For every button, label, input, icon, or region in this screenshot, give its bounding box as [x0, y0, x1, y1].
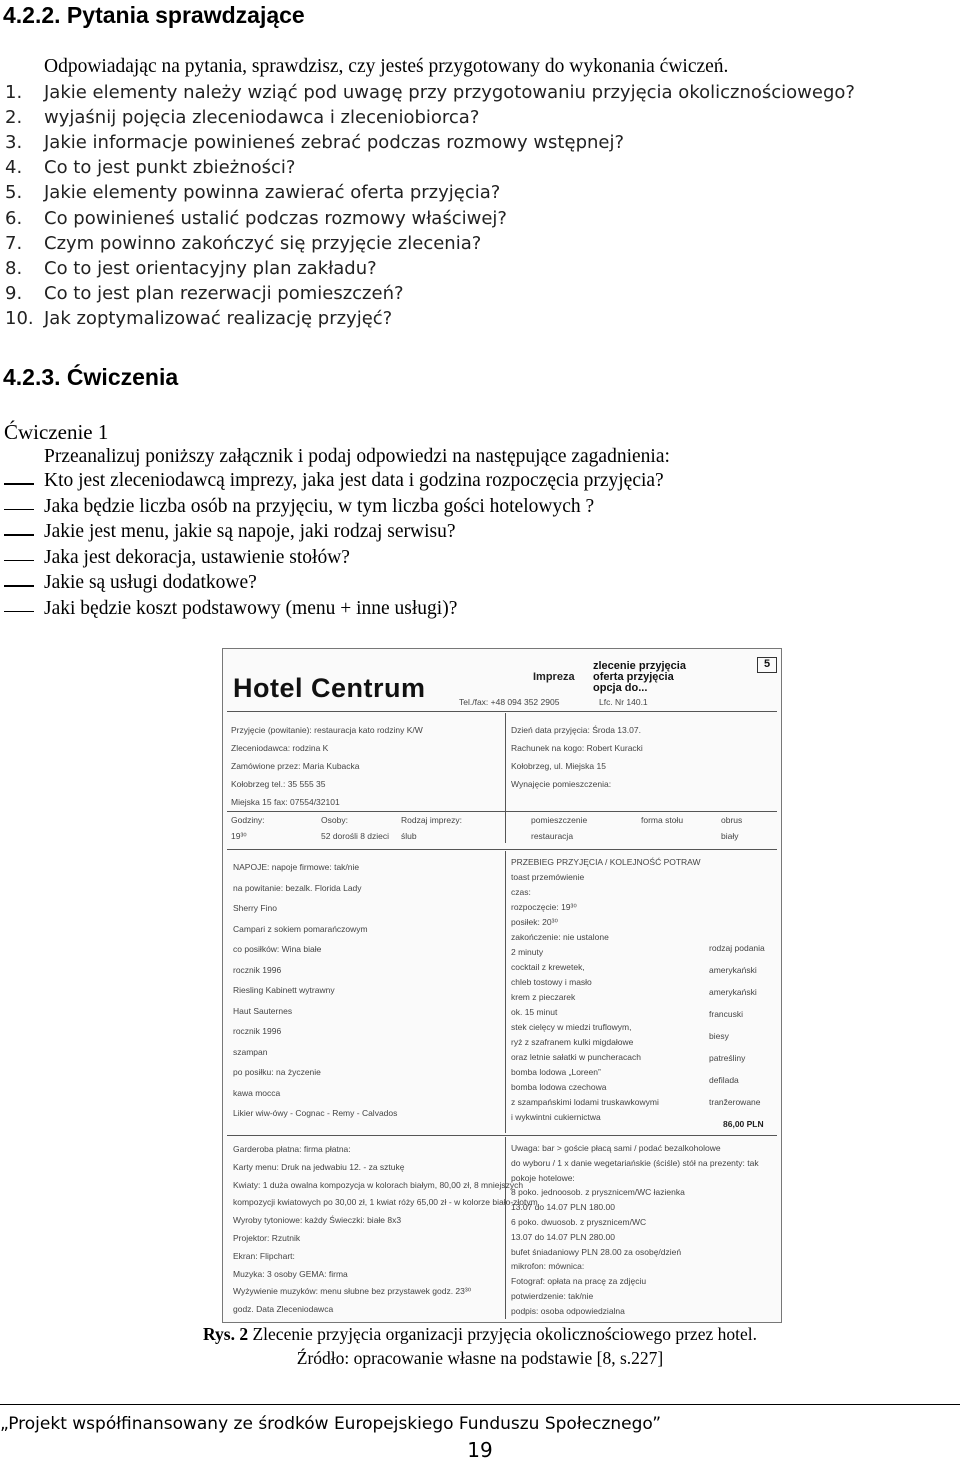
question-text: Co to jest punkt zbieżności? [44, 157, 296, 179]
flow-line: posiłek: 20³⁰ [511, 917, 558, 927]
grid-header: forma stołu [641, 815, 684, 825]
flow-line: bomba lodowa „Loreen” [511, 1067, 601, 1077]
exercise-item-text: Kto jest zleceniodawcą imprezy, jaka jest data i godzina rozpoczęcia przyjęcia? [44, 470, 664, 491]
question-item [0, 283, 960, 307]
footer-project: „Projekt współfinansowany ze środków Europejskiego Funduszu Społecznego” [0, 1414, 662, 1434]
question-text: Jakie elementy należy wziąć pod uwagę przy przygotowaniu przyjęcia okolicznościowego? [44, 82, 855, 103]
form-left-line: Zleceniodawca: rodzina K [231, 743, 329, 753]
flow-line: toast przemówienie [511, 872, 585, 882]
flow-line: bomba lodowa czechowa [511, 1082, 607, 1092]
grid-value: 19³⁰ [231, 831, 247, 841]
impreza-label: Impreza [533, 671, 575, 683]
question-text: Co powinieneś ustalić podczas rozmowy właściwej? [44, 207, 507, 229]
form-bottom-right-line: do wyboru / 1 x danie wegetariańskie (ściśle) stół na prezenty: tak [511, 1157, 759, 1168]
form-bottom-left-line: Ekran: Flipchart: [233, 1250, 295, 1261]
option-line: opcja do... [593, 682, 648, 694]
exercise-title: Ćwiczenie 1 [4, 420, 109, 444]
service-line: defilada [709, 1075, 739, 1085]
grid-value: biały [721, 831, 739, 841]
form-flow [511, 855, 701, 1125]
grid-value: 52 dorośli 8 dzieci [321, 831, 390, 841]
flow-line: oraz letnie sałatki w puncheracach [511, 1052, 641, 1062]
form-left-line: Miejska 15 fax: 07554/32101 [231, 797, 340, 807]
grid-header: Osoby: [321, 815, 348, 825]
question-number: 5. [5, 182, 23, 204]
flow-line: czas: [511, 887, 531, 897]
question-item [0, 233, 960, 257]
exercise-item [0, 572, 960, 597]
figure-caption [0, 1324, 960, 1345]
drinks-line: rocznik 1996 [233, 1026, 282, 1036]
form-total: 86,00 PLN [723, 1119, 764, 1129]
footer-divider [0, 1404, 960, 1405]
flow-line: i wykwintni cukiernictwa [511, 1112, 601, 1122]
question-text: Jakie informacje powinieneś zebrać podczas rozmowy wstępnej? [44, 132, 625, 154]
flow-line: rozpoczęcie: 19³⁰ [511, 902, 577, 912]
page-number: 19 [467, 1438, 493, 1462]
flow-line: stek cielęcy w miedzi truflowym, [511, 1022, 632, 1032]
question-number: 9. [5, 282, 23, 304]
form-bottom-left-line: Kwiaty: 1 duża owalna kompozycja w kolorach białym, 80,00 zł, 8 mniejszych [233, 1179, 524, 1190]
exercise-item-text: Jaka jest dekoracja, ustawienie stołów? [44, 546, 350, 568]
question-number: 3. [5, 132, 23, 154]
drinks-line: Sherry Fino [233, 903, 277, 913]
service-line: patreśliny [709, 1053, 746, 1063]
question-item [0, 132, 960, 156]
form-bottom-right-line: potwierdzenie: tak/nie [511, 1290, 594, 1301]
service-line: amerykański [709, 965, 757, 975]
question-text: Co to jest orientacyjny plan zakładu? [44, 257, 377, 279]
flow-line: PRZEBIEG PRZYJĘCIA / KOLEJNOŚĆ POTRAW [511, 857, 701, 867]
exercise-item-text: Jakie są usługi dodatkowe? [44, 572, 257, 593]
flow-line: z szampańskimi lodami truskawkowymi [511, 1097, 659, 1107]
question-number: 10. [5, 307, 34, 329]
service-line: tranžerowane [709, 1097, 761, 1107]
question-item [0, 157, 960, 181]
form-right-line: Wynajęcie pomieszczenia: [511, 779, 612, 789]
drinks-line: na powitanie: bezalk. Florida Lady [233, 882, 362, 893]
question-number: 6. [5, 207, 23, 229]
exercise-item [0, 496, 960, 521]
drinks-line: po posiłku: na życzenie [233, 1067, 321, 1077]
form-left-line: Przyjęcie (powitanie): restauracja kato rodziny K/W [231, 725, 423, 735]
section-heading-exercises: 4.2.3. Ćwiczenia [3, 364, 179, 390]
form-bottom-left-line: Garderoba płatna: firma płatna: [233, 1144, 351, 1154]
drinks-line: szampan [233, 1046, 268, 1057]
question-text: wyjaśnij pojęcia zleceniodawca i zleceniobiorca? [44, 107, 480, 129]
form-bottom-left-line: godz. Data Zleceniodawca [233, 1304, 334, 1315]
service-line: rodzaj podania [709, 943, 765, 953]
form-bottom-right-line: podpis: osoba odpowiedzialna [511, 1305, 625, 1316]
drinks-line: Riesling Kabinett wytrawny [233, 985, 335, 995]
form-bottom-left [233, 1141, 538, 1319]
question-number: 2. [5, 107, 23, 129]
service-line: biesy [709, 1031, 729, 1041]
dash-bullet [4, 534, 34, 536]
flow-line: krem z pieczarek [511, 992, 576, 1002]
question-number: 7. [5, 232, 23, 254]
form-bottom-right-line: 13.07 do 14.07 PLN 180.00 [511, 1202, 615, 1213]
drinks-line: Haut Sauternes [233, 1005, 293, 1016]
question-number: 4. [5, 157, 23, 179]
form-bottom-left-line: Wyżywienie muzyków: menu słubne bez przystawek godz. 23³⁰ [233, 1286, 472, 1297]
form-bottom-right-line: mikrofon: mównica: [511, 1261, 585, 1272]
form-bottom-right-line: Fotograf: opłata na pracę za zdjęciu [511, 1276, 647, 1287]
flow-line: chleb tostowy i masło [511, 977, 592, 987]
question-text: Czym powinno zakończyć się przyjęcie zlecenia? [44, 232, 482, 254]
form-right-line: Rachunek na kogo: Robert Kuracki [511, 743, 643, 753]
form-telfax: Tel./fax: +48 094 352 2905 [459, 697, 560, 707]
question-item [0, 208, 960, 232]
form-bottom-left-line: Wyroby tytoniowe: każdy Świeczki: białe 8x3 [233, 1215, 402, 1226]
form-left-top [231, 721, 423, 811]
question-item [0, 308, 960, 332]
exercise-item [0, 521, 960, 546]
question-text: Co to jest plan rezerwacji pomieszczeń? [44, 282, 404, 304]
flow-line: ryż z szafranem kulki migdałowe [511, 1037, 634, 1047]
dash-bullet [4, 483, 34, 485]
form-bottom-right-line: bufet śniadaniowy PLN 28.00 za osobę/dzień [511, 1246, 682, 1257]
form-bottom-right-line: pokoje hotelowe: [511, 1172, 575, 1183]
grid-value: restauracja [531, 831, 574, 841]
exercise-item [0, 470, 960, 495]
flow-line: cocktail z krewetek, [511, 962, 585, 972]
exercise-item [0, 547, 960, 572]
form-right-line: Dzień data przyjęcia: Środa 13.07. [511, 725, 641, 735]
question-item [0, 258, 960, 282]
question-number: 8. [5, 257, 23, 279]
grid-header: Rodzaj imprezy: [401, 815, 462, 825]
form-drinks [233, 857, 397, 1124]
form-grid [231, 815, 777, 847]
flow-line: zakończenie: nie ustalone [511, 932, 609, 942]
form-bottom-right-line: 6 poko. dwuosob. z prysznicem/WC [511, 1216, 647, 1227]
form-bottom-left-line: kompozycji kwiatowych po 30,00 zł, 1 kwiat róży 65,00 zł - w kolorze biało-złotym [233, 1197, 538, 1208]
option-line: zlecenie przyjęcia [593, 660, 686, 672]
dash-bullet [4, 611, 34, 613]
question-text: Jakie elementy powinna zawierać oferta przyjęcia? [44, 182, 501, 204]
flow-line: ok. 15 minut [511, 1007, 558, 1017]
dash-bullet [4, 585, 34, 587]
section-heading-questions: 4.2.2. Pytania sprawdzające [3, 2, 305, 28]
form-right-line: Kołobrzeg, ul. Miejska 15 [511, 761, 606, 771]
hotel-order-form [222, 648, 782, 1323]
form-lfc: Lfc. Nr 140.1 [599, 697, 648, 707]
options-box [593, 661, 686, 694]
grid-header: Godziny: [231, 815, 265, 825]
drinks-line: co posiłków: Wina białe [233, 944, 322, 954]
exercise-intro: Przeanalizuj poniższy załącznik i podaj odpowiedzi na następujące zagadnienia: [44, 446, 670, 467]
grid-value: ślub [401, 831, 417, 841]
exercise-item [0, 598, 960, 623]
dash-bullet [4, 509, 34, 511]
form-number-box: 5 [757, 657, 777, 673]
service-line: francuski [709, 1009, 744, 1019]
question-text: Jak zoptymalizować realizację przyjęć? [44, 307, 393, 329]
figure-caption-text: Zlecenie przyjęcia organizacji przyjęcia okolicznościowego przez hotel. [248, 1324, 757, 1344]
drinks-line: Campari z sokiem pomarańczowym [233, 923, 368, 934]
form-left-line: Zamówione przez: Maria Kubacka [231, 761, 360, 771]
drinks-line: rocznik 1996 [233, 964, 282, 975]
dash-bullet [4, 560, 34, 562]
form-service [709, 937, 765, 1113]
form-right-top [511, 721, 643, 793]
figure-label: Rys. 2 [203, 1324, 249, 1344]
drinks-line: kawa mocca [233, 1087, 281, 1098]
form-left-line: Kołobrzeg tel.: 35 555 35 [231, 779, 326, 789]
form-bottom-right-line: 8 poko. jednoosob. z prysznicem/WC łazienka [511, 1187, 685, 1198]
grid-header: obrus [721, 815, 743, 825]
form-bottom-right-line: Uwaga: bar > goście płacą sami / podać bezalkoholowe [511, 1143, 721, 1153]
question-number: 1. [5, 82, 23, 103]
form-bottom-right-line: 13.07 do 14.07 PLN 280.00 [511, 1231, 615, 1242]
exercise-item-text: Jaka będzie liczba osób na przyjęciu, w tym liczba gości hotelowych ? [44, 495, 595, 517]
service-line: amerykański [709, 987, 757, 997]
form-bottom-left-line: Muzyka: 3 osoby GEMA: firma [233, 1268, 348, 1279]
questions-intro: Odpowiadając na pytania, sprawdzisz, czy jesteś przygotowany do wykonania ćwiczeń. [44, 56, 729, 77]
form-bottom-right [511, 1141, 759, 1319]
question-item [0, 182, 960, 206]
form-bottom-left-line: Projektor: Rzutnik [233, 1232, 301, 1243]
option-line: oferta przyjęcia [593, 671, 674, 683]
drinks-line: NAPOJE: napoje firmowe: tak/nie [233, 862, 360, 872]
hotel-logo: Hotel Centrum [233, 673, 426, 703]
figure-source: Źródło: opracowanie własne na podstawie [8, s.227] [296, 1348, 664, 1368]
flow-line: 2 minuty [511, 947, 544, 957]
drinks-line: Likier wiw-ówy - Cognac - Remy - Calvados [233, 1108, 398, 1118]
exercise-item-text: Jakie jest menu, jakie są napoje, jaki rodzaj serwisu? [44, 521, 456, 542]
question-item [0, 107, 960, 131]
question-item [0, 82, 960, 106]
form-bottom-left-line: Karty menu: Druk na jedwabiu 12. - za sztukę [233, 1161, 405, 1172]
grid-header: pomieszczenie [531, 815, 588, 825]
exercise-item-text: Jaki będzie koszt podstawowy (menu + inne usługi)? [44, 597, 458, 619]
